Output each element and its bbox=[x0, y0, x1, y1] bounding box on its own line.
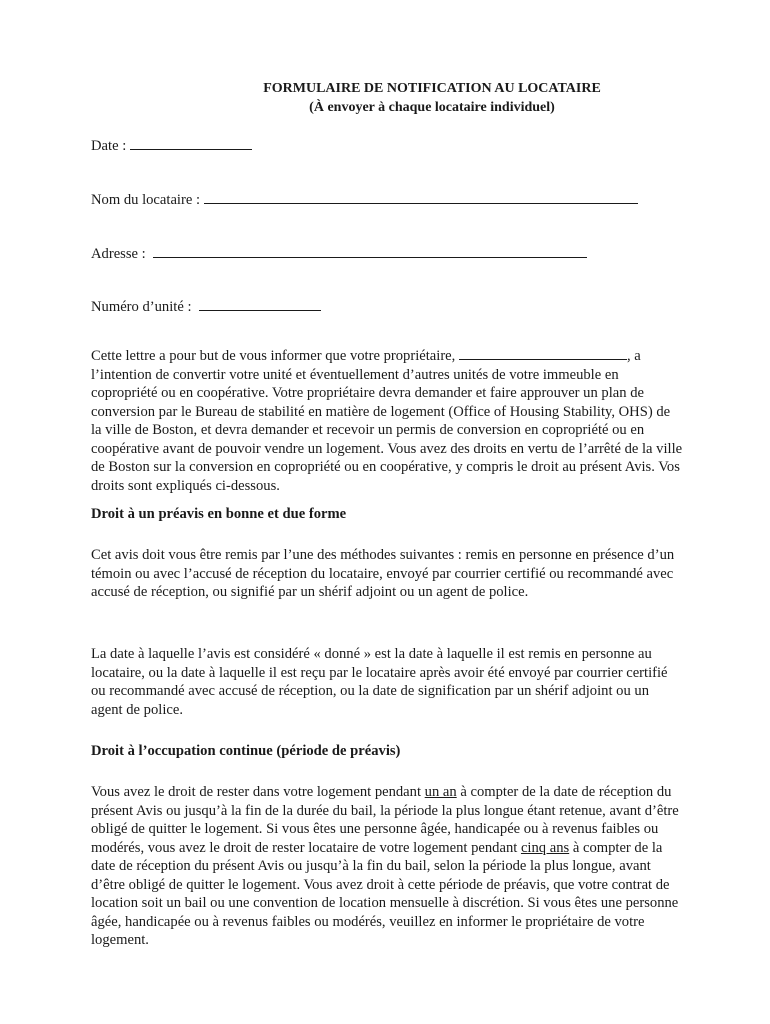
tenant-name-blank[interactable] bbox=[204, 191, 638, 204]
unit-number-label: Numéro d’unité : bbox=[91, 299, 192, 315]
address-label: Adresse : bbox=[91, 246, 146, 262]
section-heading-notice: Droit à un préavis en bonne et due forme bbox=[91, 506, 347, 522]
section-heading-occupancy: Droit à l’occupation continue (période de préavis) bbox=[91, 743, 401, 759]
occupancy-text-a: Vous avez le droit de rester dans votre logement pendant bbox=[91, 784, 425, 800]
owner-name-blank[interactable] bbox=[459, 347, 627, 360]
tenant-name-label: Nom du locataire : bbox=[91, 192, 201, 208]
tenant-name-field bbox=[91, 191, 638, 209]
page-subtitle: (À envoyer à chaque locataire individuel) bbox=[309, 100, 555, 115]
intro-text-1: Cette lettre a pour but de vous informer que votre propriétaire, bbox=[91, 348, 456, 364]
notice-paragraph-2 bbox=[91, 645, 683, 719]
address-blank[interactable] bbox=[153, 245, 587, 258]
unit-number-blank[interactable] bbox=[199, 298, 321, 311]
one-year-underlined: un an bbox=[424, 784, 457, 800]
notice-paragraph-1 bbox=[91, 546, 683, 602]
address-field bbox=[91, 245, 587, 263]
page-title: FORMULAIRE DE NOTIFICATION AU LOCATAIRE bbox=[263, 81, 601, 96]
intro-paragraph bbox=[91, 347, 683, 495]
date-label: Date : bbox=[91, 138, 127, 154]
unit-number-field bbox=[91, 298, 321, 316]
occupancy-text-b: à compter de la date de réception du présent Avis ou jusqu’à la fin de la durée du bail, la période la plus longue étant retenue, avant d’être obligé de quitter le logement. Si vous êtes une personne âgée, handicapée ou à revenus faibles ou modérés, vous avez le droit de rester locataire de votre logement pendant bbox=[91, 784, 679, 856]
occupancy-paragraph bbox=[91, 783, 683, 950]
notice-text-1: Cet avis doit vous être remis par l’une des méthodes suivantes : remis en personne en présence d’un témoin ou avec l’accusé de réception du locataire, envoyé par courrier certifié ou recommandé avec accusé de réception, ou signifié par un shérif adjoint ou un agent de police. bbox=[91, 547, 675, 600]
date-field bbox=[91, 137, 252, 155]
five-years-underlined: cinq ans bbox=[520, 839, 570, 856]
intro-text-2: , a l’intention de convertir votre unité et éventuellement d’autres unités de votre immeuble en copropriété ou en coopérative. Votre propriétaire devra demander et faire approuver un plan de conversion par le Bureau de stabilité en matière de logement (Office of Housing Stability, OHS) de la ville de Boston, et devra demander et recevoir un permis de conversion en copropriété ou en coopérative avant de pouvoir vendre un logement. Vous avez des droits en vertu de l’arrêté de la ville de Boston sur la conversion en copropriété ou en coopérative, y compris le droit au présent Avis. Vos droits sont expliqués ci-dessous. bbox=[91, 348, 683, 494]
occupancy-text-c: à compter de la date de réception du présent Avis ou jusqu’à la fin du bail, selon la période la plus longue, avant d’être obligé de quitter le logement. Vous avez droit à cette période de préavis, que votre contrat de location soit un bail ou une convention de location mensuelle à discrétion. Si vous êtes une personne âgée, handicapée ou à revenus faibles ou modérés, veuillez en informer le propriétaire de votre logement. bbox=[91, 839, 679, 948]
notice-text-2: La date à laquelle l’avis est considéré « donné » est la date à laquelle il est remis en personne au locataire, ou la date à laquelle il est reçu par le locataire après avoir été envoyé par courrier certifié ou recommandé avec accusé de réception, ou la date de signification par un shérif adjoint ou un agent de police. bbox=[91, 646, 668, 718]
date-blank[interactable] bbox=[130, 137, 252, 150]
